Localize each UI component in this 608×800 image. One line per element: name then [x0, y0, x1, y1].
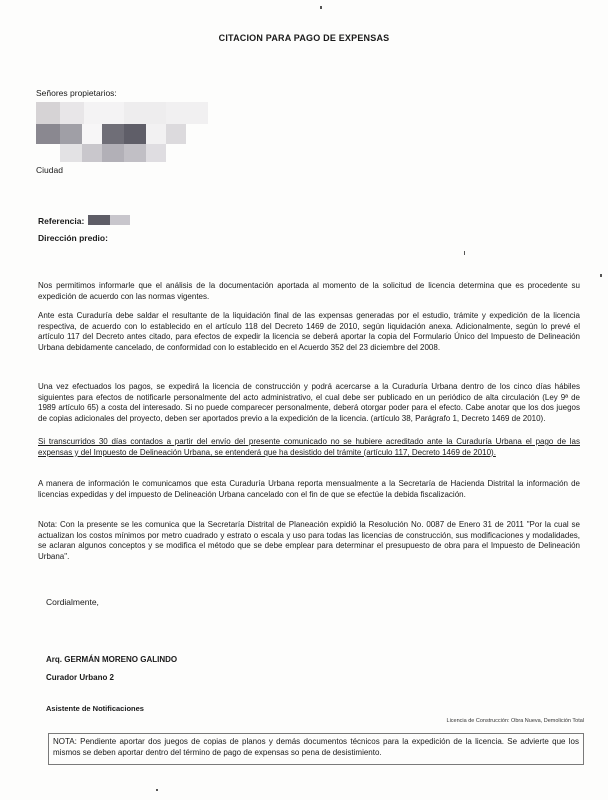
scan-speck [464, 251, 465, 255]
city-label: Ciudad [36, 165, 63, 175]
salutation: Señores propietarios: [36, 88, 117, 98]
address-label: Dirección predio: [38, 233, 108, 243]
scan-speck [320, 6, 322, 9]
scan-speck [156, 789, 158, 791]
license-type-note: Licencia de Construcción: Obra Nueva, Demolición Total [446, 718, 584, 724]
document-title: CITACION PARA PAGO DE EXPENSAS [218, 33, 390, 43]
reference-label: Referencia: [38, 216, 85, 226]
paragraph-approval: Nos permitimos informarle que el análisis de la documentación aportada al momento de la solicitud de licencia determina que es procedente su expedición de acuerdo con las normas vigentes. [38, 281, 580, 301]
scan-speck [600, 274, 602, 277]
assistant-label: Asistente de Notificaciones [46, 704, 144, 713]
paragraph-notification: Una vez efectuados los pagos, se expedirá la licencia de construcción y podrá acercarse a la Curaduría Urbana dentro de los cinco días hábiles siguientes para efectos de notificarle personalmente del acto administrativo, el cual debe ser publicado en un periódico de alta circulación (Ley 9ª de 1989 artículo 65) a costa del interesado. Si no puede comparecer personalmente, deberá otorgar poder para el efecto. Cabe anotar que los dos juegos de copias adicionales del proyecto, deben ser aportados previo a la expedición de la licencia. (artículo 38, Parágrafo 1, Decreto 1469 de 2010). [38, 382, 580, 423]
pending-documents-note: NOTA: Pendiente aportar dos juegos de copias de planos y demás documentos técnicos para la expedición de la licencia. Se advierte que los mismos se deben aportar dentro del término de pago de expensas so pena de desistimiento. [48, 733, 584, 765]
signer-name: Arq. GERMÁN MORENO GALINDO [46, 655, 178, 664]
paragraph-fiscalizacion: A manera de información le comunicamos que esta Curaduría Urbana reporta mensualmente a la Secretaría de Hacienda Distrital la información de licencias expedidas y del impuesto de Delineación Urbana cancelado con el fin de que se efectúe la debida fiscalización. [38, 479, 580, 499]
paragraph-desistimiento: Si transcurridos 30 días contados a partir del envío del presente comunicado no se hubiere acreditado ante la Curaduría Urbana el pago de las expensas y del Impuesto de Delineación Urbana, se entenderá que ha desistido del trámite (artículo 117, Decreto 1469 de 2010). [38, 437, 580, 457]
closing: Cordialmente, [46, 597, 99, 607]
paragraph-nota-resolucion: Nota: Con la presente se les comunica que la Secretaría Distrital de Planeación expidió la Resolución No. 0087 de Enero 31 de 2011 "Por la cual se actualizan los costos mínimos por metro cuadrado y estrato o escala y uso para todas las licencias de construcción, sus modificaciones y modalidades, se aclaran algunos conceptos y se modifica el método que se debe emplear para determinar el presupuesto de obra para el Impuesto de Delineación Urbana". [38, 520, 580, 561]
signer-title: Curador Urbano 2 [46, 673, 115, 682]
paragraph-payment: Ante esta Curaduría debe saldar el resultante de la liquidación final de las expensas generadas por el estudio, trámite y expedición de la licencia respectiva, de acuerdo con lo establecido en el artículo 118 del Decreto 1469 de 2010, según liquidación anexa. Adicionalmente, según lo prevé el artículo 117 del Decreto antes citado, para efectos de expedir la licencia se deberá aportar la copia del Formulario Único del Impuesto de Delineación Urbana debidamente cancelado, de conformidad con lo establecido en el Acuerdo 352 del 23 diciembre del 2008. [38, 311, 580, 352]
